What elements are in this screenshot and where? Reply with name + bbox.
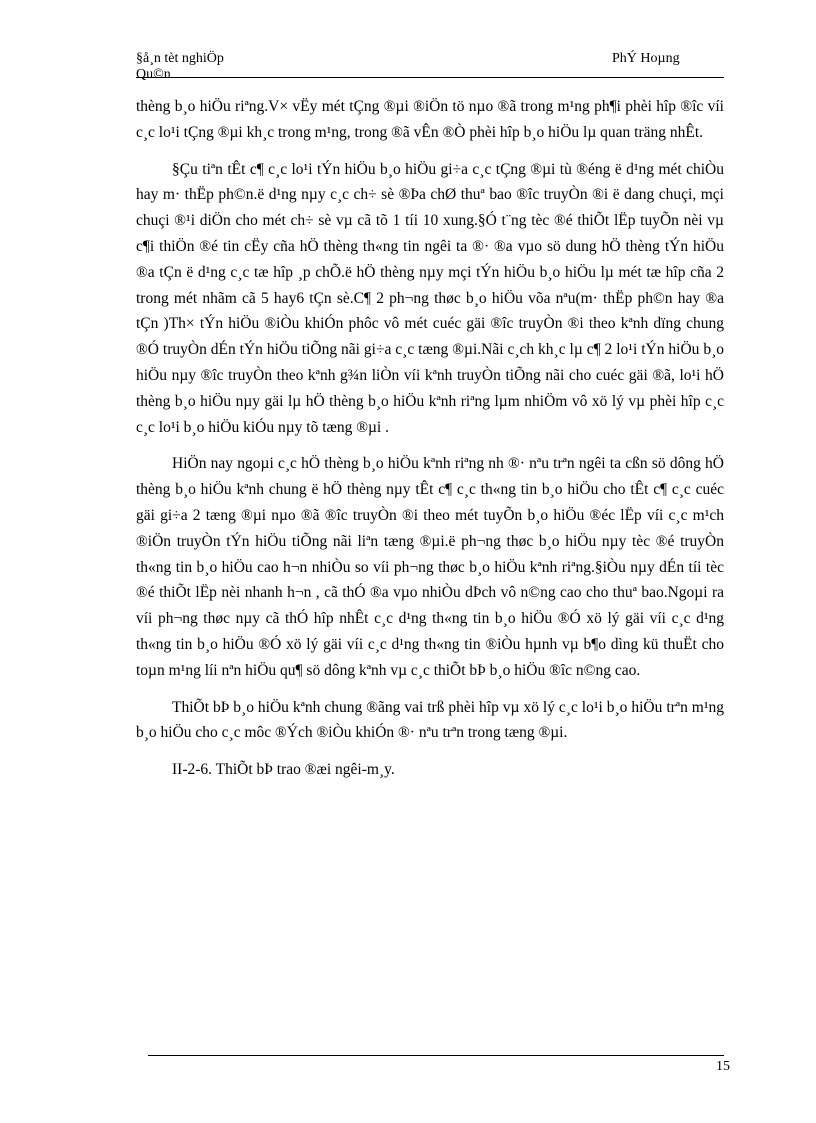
body-paragraph-2: §Çu tiªn tÊt c¶ c¸c lo¹i tÝn hiÖu b¸o hiÖu gi÷a c¸c tÇng ®µi tù ®éng ë d¹ng mét chiÒu hay m· thËp ph©n.ë d¹ng nµy c¸c ch÷ sè ®Þa chØ thuª bao ®îc truyÒn ®i ë dang chuçi, mçi chuçi ®¹i diÖn cho mét ch÷ sè vµ cã tõ 1 tíi 10 xung.§Ó t¨ng tèc ®é thiÕt lËp tuyÕn nèi vµ c¶i thiÖn ®é tin cËy cña hÖ thèng th«ng tin ngêi ta ®· ®a vµo sö dung hÖ thèng tÝn hiÖu ®a tÇn ë d¹ng c¸c tæ hîp ¸p chÕ.ë hÖ thèng nµy mçi tÝn hiÖu b¸o hiÖu lµ mét tæ hîp cña 2 trong mét nhãm cã 5 hay6 tÇn sè.C¶ 2 ph¬ng thøc b¸o hiÖu võa nªu(m· thËp ph©n hay ®a tÇn )Th× tÝn hiÖu ®iÒu khiÓn phôc vô mét cuéc gäi ®îc truyÒn ®i theo kªnh dïng chung ®Ó truyÒn dÉn tÝn hiÖu tiÕng nãi gi÷a c¸c tæng ®µi.Nãi c¸ch kh¸c lµ c¶ 2 lo¹i tÝn hiÖu b¸o hiÖu nµy ®îc truyÒn theo kªnh g¾n liÒn víi kªnh truyÒn tiÕng nãi cho cuéc gäi ®ã, lo¹i hÖ thèng b¸o hiÖu nµy gäi lµ hÖ thèng b¸o hiÖu kªnh riªng lµm nhiÖm vô xö lý vµ phèi hîp c¸c c¸c lo¹i b¸o hiÖu kiÓu nµy tõ tæng ®µi .	[136, 160, 724, 436]
document-header-left	[136, 51, 224, 83]
header-title-line1: §å¸n tèt nghiÖp	[136, 51, 224, 66]
header-author: PhÝ Hoµng	[612, 51, 680, 66]
header-divider	[136, 77, 724, 78]
body-paragraph-1: thèng b¸o hiÖu riªng.V× vËy mét tÇng ®µi ®iÖn tö nµo ®ã trong m¹ng ph¶i phèi hîp ®îc víi c¸c lo¹i tÇng ®µi kh¸c trong m¹ng, trong ®ã vÊn ®Ò phèi hîp b¸o hiÖu lµ quan träng nhÊt.	[136, 98, 724, 141]
document-body	[136, 94, 724, 794]
body-paragraph-4: ThiÕt bÞ b¸o hiÖu kªnh chung ®ãng vai trß phèi hîp vµ xö lý c¸c lo¹i b¸o hiÖu trªn m¹ng b¸o hiÖu cho c¸c môc ®Ých ®iÒu khiÓn ®· nªu trªn trong tæng ®µi.	[136, 698, 724, 742]
page-number: 15	[716, 1059, 730, 1074]
header-title-line2: Qu©n	[136, 67, 171, 82]
section-heading: II-2-6. ThiÕt bÞ trao ®æi ngêi-m¸y.	[172, 761, 395, 779]
body-paragraph-3: HiÖn nay ngoµi c¸c hÖ thèng b¸o hiÖu kªnh riªng nh ®· nªu trªn ngêi ta cßn sö dông hÖ thèng b¸o hiÖu kªnh chung ë hÖ thèng nµy tÊt c¶ c¸c th«ng tin b¸o hiÖu cho tÊt c¶ c¸c cuéc gäi gi÷a 2 tæng ®µi nµo ®ã ®îc truyÒn ®i theo mét tuyÕn b¸o hiÖu ®éc lËp víi c¸c m¹ch ®iÖn truyÒn tÝn hiÖu tiÕng nãi liªn tæng ®µi.ë ph¬ng thøc b¸o hiÖu nµy tèc ®é truyÒn th«ng tin b¸o hiÖu cao h¬n nhiÒu so víi ph¬ng thøc b¸o hiÖu kªnh riªng.§iÒu nµy dÉn tíi tèc ®é thiÕt lËp nèi nhanh h¬n , cã thÓ ®a vµo nhiÒu dÞch vô n©ng cao cho thuª bao.Ngoµi ra víi ph¬ng thøc nµy cã thÓ hîp nhÊt c¸c d¹ng th«ng tin b¸o hiÖu ®Ó xö lý gäi víi c¸c d¹ng th«ng tin b¸o hiÖu ®Ó xö lý gäi víi c¸c d¹ng th«ng tin ®iÒu hµnh vµ b¶o dìng kü thuËt cho toµn m¹ng líi nªn hiÖu qu¶ sö dông kªnh vµ c¸c thiÕt bÞ b¸o hiÖu ®îc n©ng cao.	[136, 455, 724, 679]
footer-divider	[148, 1055, 724, 1056]
